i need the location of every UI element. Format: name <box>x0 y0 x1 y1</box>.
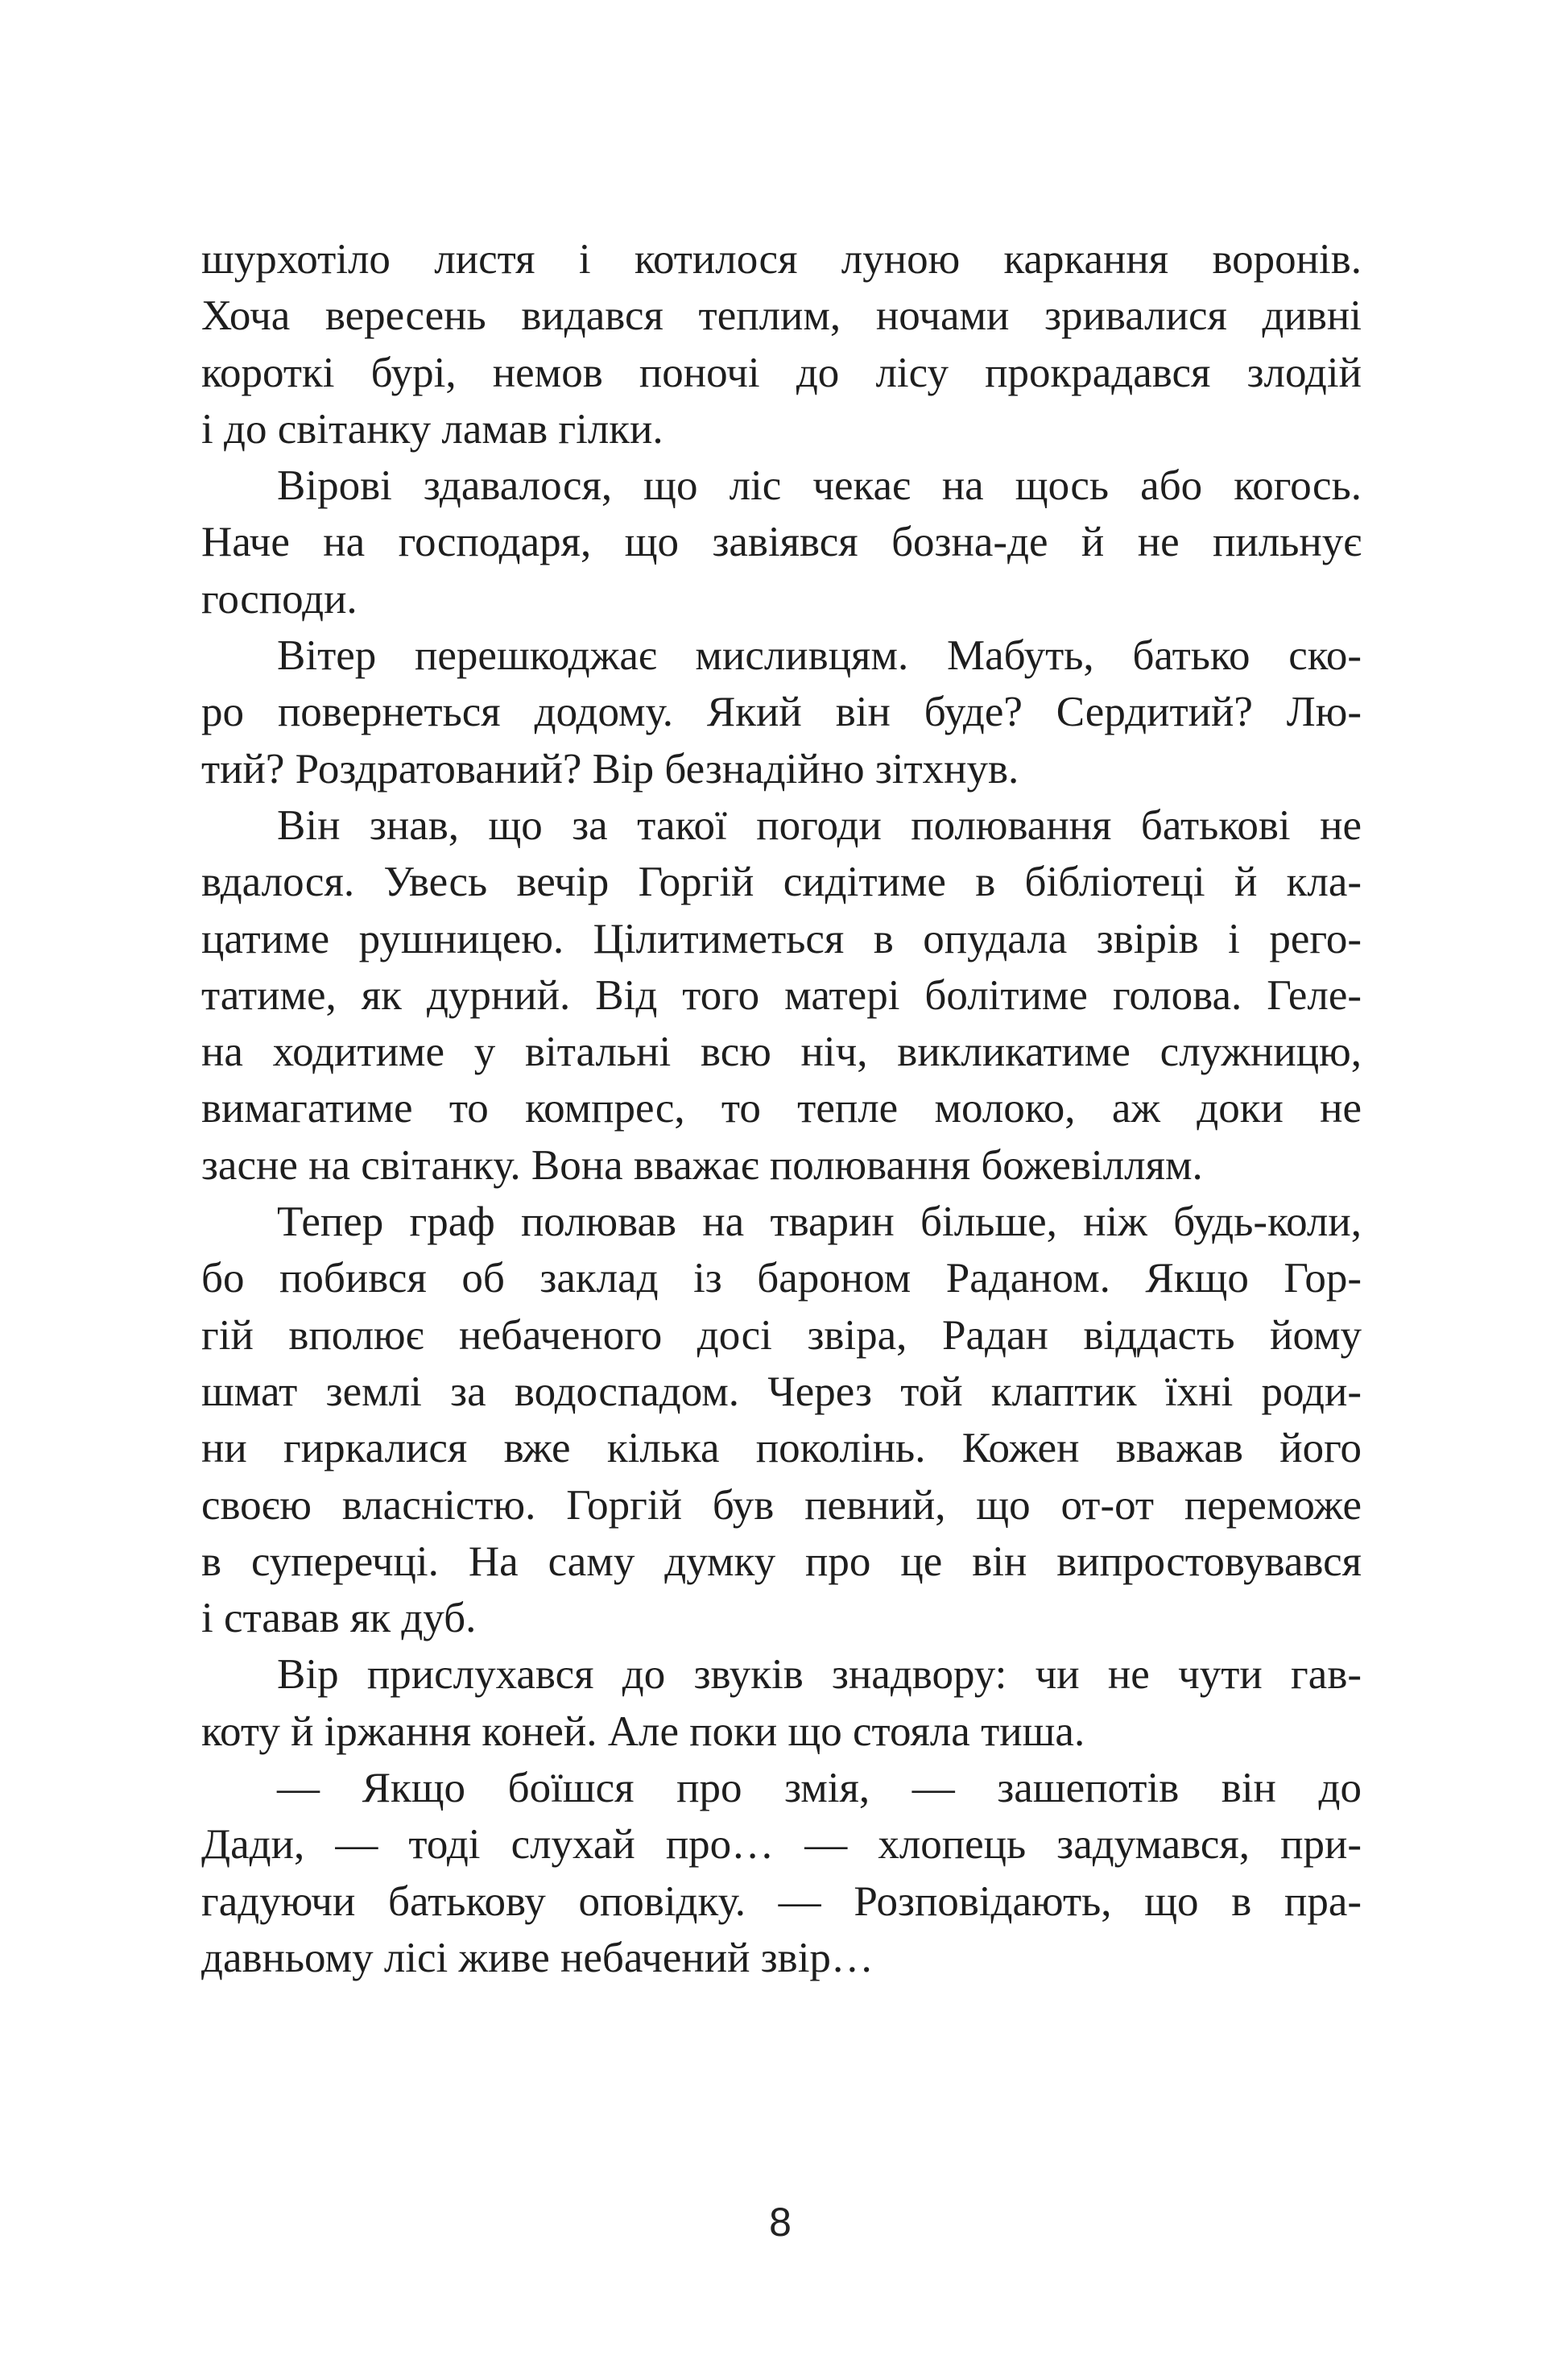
text-line: тий? Роздратований? Вір безнадійно зітхнув. <box>201 745 1019 793</box>
text-line: гій вполює небаченого досі звіра, Радан віддасть йому <box>201 1311 1362 1359</box>
text-line: — Якщо боїшся про змія, — зашепотів він до <box>277 1765 1362 1812</box>
text-line: ни гиркалися вже кілька поколінь. Кожен вважав його <box>201 1425 1362 1472</box>
text-line: Дади, — тоді слухай про… — хлопець задумався, при- <box>201 1821 1362 1869</box>
text-line: татиме, як дурний. Від того матері болітиме голова. Геле- <box>201 971 1362 1019</box>
text-line: Вітер перешкоджає мисливцям. Мабуть, батько ско- <box>277 632 1362 680</box>
text-line: своєю власністю. Горгій був певний, що от-от переможе <box>201 1481 1362 1529</box>
text-line: коту й іржання коней. Але поки що стояла тиша. <box>201 1707 1085 1755</box>
text-line: гадуючи батькову оповідку. — Розповідають, що в пра- <box>201 1877 1362 1925</box>
text-line: вдалося. Увесь вечір Горгій сидітиме в бібліотеці й кла- <box>201 859 1362 906</box>
text-line: бо побився об заклад із бароном Раданом. Якщо Гор- <box>201 1255 1362 1302</box>
text-line: Вір прислухався до звуків знадвору: чи не чути гав- <box>277 1651 1362 1699</box>
text-line: Вірові здавалося, що ліс чекає на щось або когось. <box>277 462 1362 510</box>
text-line: шурхотіло листя і котилося луною каркання воронів. <box>201 236 1362 283</box>
text-line: Наче на господаря, що завіявся бозна-де й не пильнує <box>201 519 1362 566</box>
page-number: 8 <box>769 2200 792 2245</box>
text-line: Хоча вересень видався теплим, ночами зривалися дивні <box>201 292 1362 340</box>
text-line: Він знав, що за такої погоди полювання батькові не <box>277 801 1362 849</box>
page-body-text <box>201 231 1362 1986</box>
text-line: ро повернеться додому. Який він буде? Сердитий? Лю- <box>201 689 1362 736</box>
text-line: засне на світанку. Вона вважає полювання божевіллям. <box>201 1141 1203 1189</box>
text-line: шмат землі за водоспадом. Через той клаптик їхні роди- <box>201 1368 1362 1415</box>
text-line: в суперечці. На саму думку про це він випростовувався <box>201 1538 1362 1585</box>
text-line: і ставав як дуб. <box>201 1595 477 1642</box>
text-line: Тепер граф полював на тварин більше, ніж будь-коли, <box>277 1198 1362 1246</box>
text-line: і до світанку ламав гілки. <box>201 405 663 453</box>
text-line: вимагатиме то компрес, то тепле молоко, аж доки не <box>201 1085 1362 1132</box>
text-line: давньому лісі живе небачений звір… <box>201 1934 874 1981</box>
text-line: короткі бурі, немов поночі до лісу прокрадався злодій <box>201 349 1362 396</box>
text-line: цатиме рушницею. Цілитиметься в опудала звірів і рего- <box>201 915 1362 962</box>
text-line: на ходитиме у вітальні всю ніч, викликатиме служницю, <box>201 1029 1362 1076</box>
text-line: господи. <box>201 575 358 623</box>
